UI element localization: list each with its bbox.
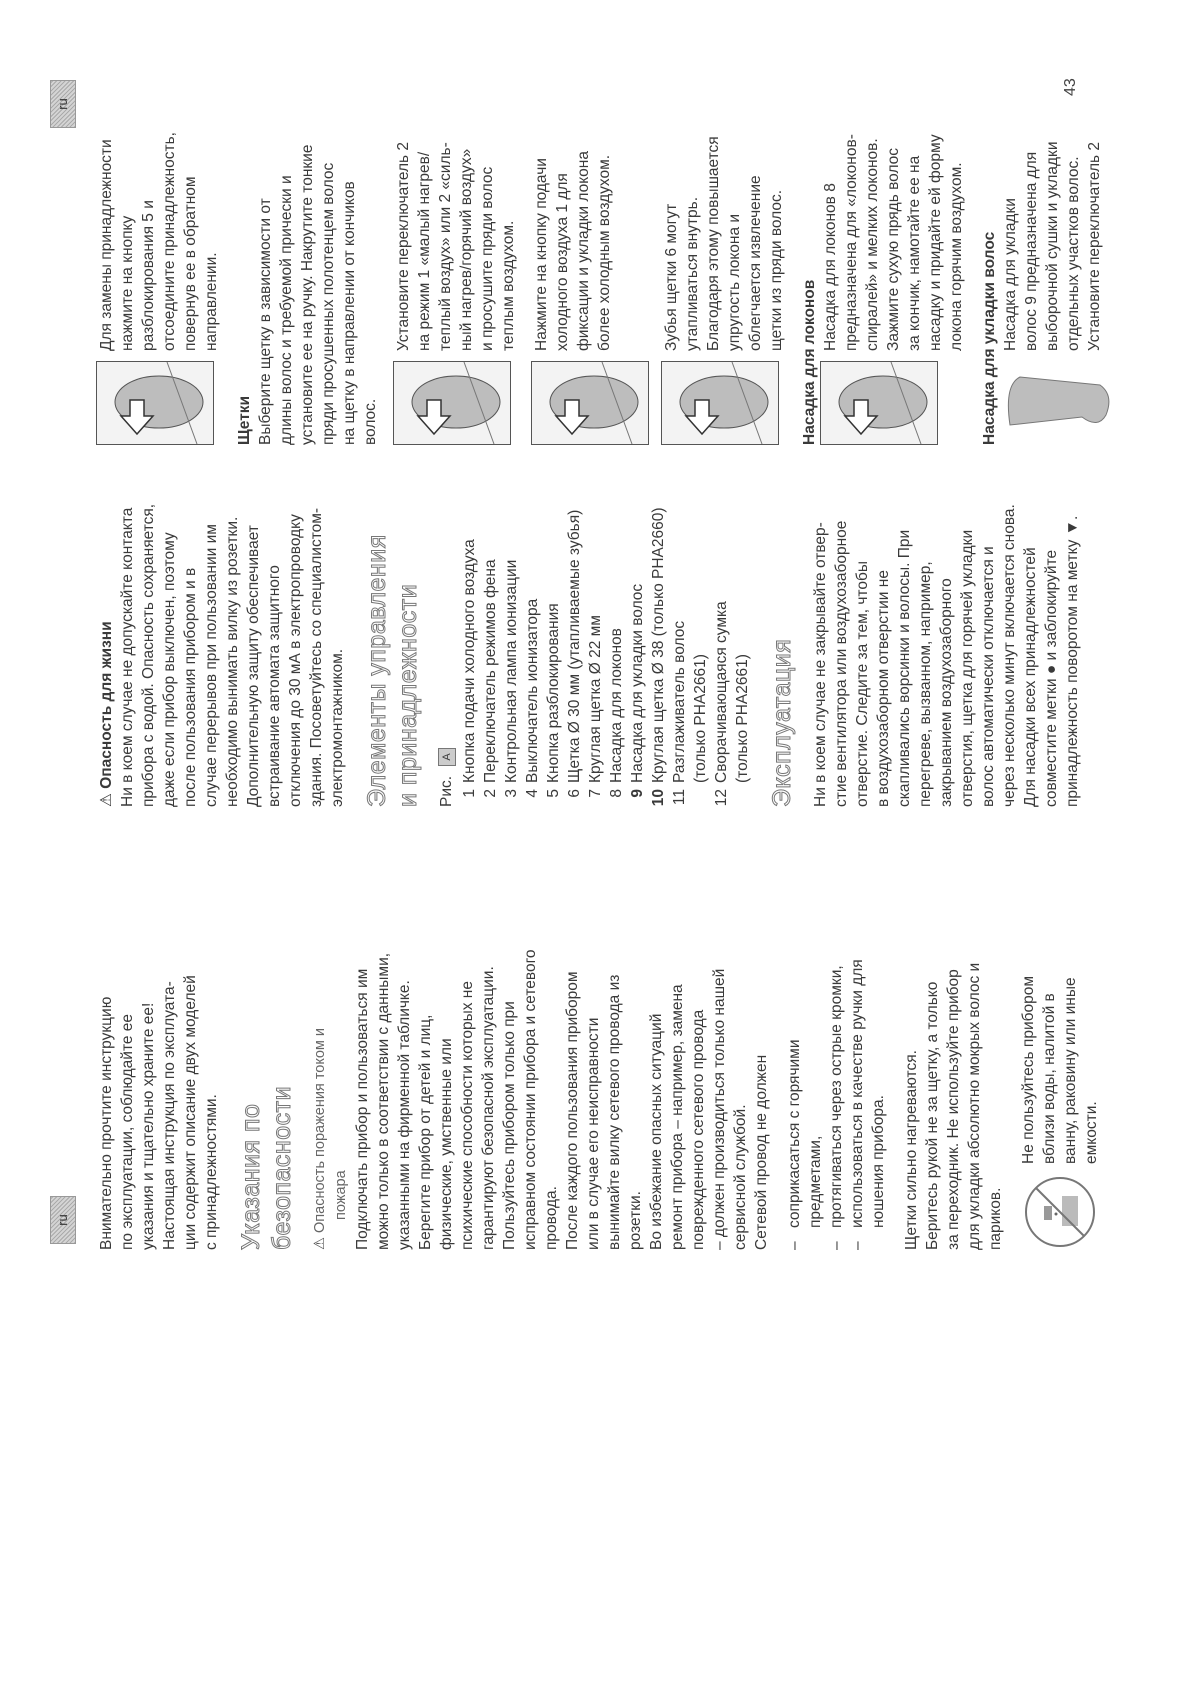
text-line: Разглаживатель волос (671, 620, 688, 783)
text-line: сервисной службой. (732, 1104, 749, 1250)
subheading-text: Насадка для укладки волос (981, 231, 998, 445)
text-line: Круглая щетка Ø 22 мм (587, 615, 604, 783)
parts-list (459, 463, 753, 807)
text-line: Насадка для локонов (608, 628, 625, 783)
illustration-text (393, 142, 519, 351)
text-line: Не пользуйтесь прибором (1020, 976, 1037, 1164)
text-line: пряди просушенных полотенцем волос (320, 162, 337, 445)
text-line: Выключатель ионизатора (524, 598, 541, 783)
warning-note (310, 914, 352, 1250)
text-line: емкости. (1083, 1101, 1100, 1164)
illustration-text (531, 151, 615, 351)
illustrated-paragraph (820, 77, 967, 445)
text-line: Указания по (237, 1103, 265, 1250)
text-line: Благодаря этому повышается (705, 136, 722, 351)
dash-mark: – (828, 1241, 845, 1250)
parts-list-item (522, 463, 543, 807)
text-line: и просушите пряди волос (479, 166, 496, 351)
text-line: длины волос и требуемой прически и (278, 175, 295, 445)
item-text (606, 628, 627, 783)
text-line: на режим 1 «малый нагрев/ (416, 151, 433, 351)
text-line: скапливались ворсинки и волосы. При (896, 529, 913, 807)
item-number: 12 (713, 789, 730, 807)
item-number: 4 (524, 789, 541, 798)
text-line: установите ее на ручку. Накрутите тонкие (299, 144, 316, 445)
text-line: совместите метки ● и заблокируйте (1043, 549, 1060, 807)
text-line: локона горячим воздухом. (948, 162, 965, 351)
dash-list (784, 914, 889, 1250)
item-number: 6 (566, 789, 583, 798)
text-line: париков. (987, 1187, 1004, 1250)
text-line: Зажмите сухую прядь волос (885, 147, 902, 351)
item-number: 3 (503, 789, 520, 798)
text-line: отдельных участков волос. (1065, 156, 1082, 351)
text-line: ⚠ Опасность для жизни (96, 463, 117, 807)
text-line: Кнопка разблокирования (545, 603, 562, 783)
section-heading (362, 463, 424, 807)
text-line: пожара (333, 1170, 349, 1220)
text-line: Зубья щетки 6 могут (663, 203, 680, 351)
text-line: для укладки абсолютно мокрых волос и (966, 962, 983, 1250)
text-line: Сворачивающаяся сумка (713, 601, 730, 783)
text-line: вблизи воды, налитой в (1041, 993, 1058, 1164)
subheading (799, 77, 820, 445)
language-badge-left: ru (50, 1196, 76, 1244)
detach-brush-icon (96, 361, 214, 445)
text-line: или в случае его неисправности (585, 1017, 602, 1250)
text-line: психические способности которых не (459, 981, 476, 1250)
text-line: ный нагрев/горячий воздух» (458, 148, 475, 351)
illustration-text (1018, 976, 1102, 1164)
text-line: после пользования прибором и в (182, 567, 199, 807)
text-line: по эксплуатации, соблюдайте ее (119, 1013, 136, 1250)
text-line: в воздухозаборном отверстии не (875, 570, 892, 807)
text-line: можно только в соответствии с данными, (375, 952, 392, 1250)
text-line: исправном состоянии прибора и сетевого (522, 949, 539, 1250)
column-safety (96, 914, 1114, 1250)
page-number: 43 (1062, 78, 1079, 96)
text-line: даже если прибор выключен, поэтому (161, 532, 178, 807)
text-line: утапливаться внутрь. (684, 196, 701, 351)
text-line: теплый воздух» или 2 «силь- (437, 142, 454, 351)
dash-mark: – (786, 1241, 803, 1250)
figure-label: Рис. (438, 775, 455, 807)
text-line: Установите переключатель 2 (1086, 141, 1103, 351)
text-line: провода. (543, 1186, 560, 1250)
text-line: протягиваться через острые кромки, (828, 965, 845, 1228)
item-number: 11 (671, 789, 688, 806)
illustrated-paragraph (531, 77, 649, 445)
text-line: ванну, раковину или иные (1062, 977, 1079, 1164)
text-line: Пользуйтесь прибором только при (501, 1001, 518, 1250)
text-line: – должен производиться только нашей (711, 968, 728, 1250)
parts-list-item (627, 463, 648, 807)
text-line: предметами, (807, 1135, 824, 1228)
text-line: Нажмите на кнопку подачи (533, 158, 550, 351)
text-line: облегчается извлечение (747, 175, 764, 351)
illustration-text (661, 136, 787, 351)
dash-text (784, 1040, 826, 1229)
text-line: разблокирования 5 и (140, 200, 157, 351)
text-line: Насадка для укладки (1002, 198, 1019, 351)
text-line: Насадка для локонов 8 (822, 183, 839, 351)
text-line: Во избежание опасных ситуаций (648, 1013, 665, 1250)
subheading (979, 77, 1000, 445)
text-line: отверстия, щетка для горячей укладки (959, 529, 976, 807)
text-line: соприкасаться с горячими (786, 1039, 803, 1228)
dash-item (847, 914, 889, 1250)
parts-list-item (585, 463, 606, 807)
text-line: встраивание автомата защитного (266, 565, 283, 807)
text-line: Подключать прибор и пользоваться им (354, 968, 371, 1250)
curl-attachment-icon (820, 361, 938, 445)
text-line: отверстие. Следите за тем, чтобы (854, 561, 871, 807)
paragraph (901, 914, 1006, 1250)
warning-note (96, 463, 348, 807)
parts-list-item (564, 463, 585, 807)
illustration-text (820, 134, 967, 351)
text-line: Установите переключатель 2 (395, 141, 412, 351)
text-line: отключения до 30 мА в электропроводку (287, 514, 304, 807)
subheading-text: Щетки (236, 395, 253, 445)
text-line: фиксации и укладки локона (575, 151, 592, 351)
parts-list-item (711, 463, 753, 807)
item-number: 9 (629, 789, 646, 798)
text-line: поврежденного сетевого провода (690, 1009, 707, 1250)
item-number: 10 (650, 789, 667, 807)
text-line: Эксплуатация (768, 638, 796, 807)
dash-item (784, 914, 826, 1250)
text-line: Насадка для укладки волос (629, 583, 646, 783)
no-water-icon (1022, 1174, 1098, 1250)
text-line: розетки. (627, 1191, 644, 1250)
parts-list-item (480, 463, 501, 807)
text-line: через несколько минут включается снова. (1001, 504, 1018, 807)
item-number: 8 (608, 789, 625, 798)
text-line: Внимательно прочтите инструкцию (98, 996, 115, 1250)
dash-text (826, 965, 847, 1228)
text-line: ции содержит описание двух моделей (182, 975, 199, 1250)
cold-air-button-icon (531, 361, 649, 445)
text-line: волос. (362, 398, 379, 445)
text-line: насадку и придайте ей форму (927, 134, 944, 351)
dash-mark: – (849, 1241, 866, 1250)
item-text (501, 560, 522, 783)
text-line: холодного воздуха 1 для (554, 173, 571, 351)
parts-list-item (648, 463, 669, 807)
text-line: Контрольная лампа ионизации (503, 559, 520, 783)
text-line: Кнопка подачи холодного воздуха (461, 539, 478, 783)
text-line: электромонтажником. (329, 648, 346, 807)
column-controls (96, 463, 1095, 807)
text-line: После каждого пользования прибором (564, 971, 581, 1250)
text-line: за переходник. Не используйте прибор (945, 969, 962, 1250)
text-line: предназначена для «локонов- (843, 134, 860, 351)
text-line: Щетки сильно нагреваются. (903, 1050, 920, 1250)
dash-text (847, 959, 889, 1228)
illustrated-paragraph (393, 77, 519, 445)
text-line: ⚠ Опасность поражения током и (310, 914, 331, 1250)
item-number: 7 (587, 789, 604, 798)
text-line: (только PHA2661) (692, 654, 709, 783)
parts-list-item (606, 463, 627, 807)
figure-badge: A (438, 748, 456, 766)
text-line: за кончик, намотайте ее на (906, 155, 923, 351)
styling-nozzle-icon (1000, 361, 1118, 445)
item-text (543, 603, 564, 783)
item-number: 2 (482, 789, 499, 798)
text-line: Беритесь рукой не за щетку, а только (924, 981, 941, 1250)
text-line: гарантируют безопасной эксплуатации. (480, 966, 497, 1250)
item-number: 5 (545, 789, 562, 798)
text-line: упругость локона и (726, 213, 743, 351)
text-line: случае перерывов при пользовании им (203, 524, 220, 807)
item-text (480, 559, 501, 783)
text-line: необходимо вынимать вилку из розетки. (224, 516, 241, 807)
illustrated-paragraph (96, 77, 222, 445)
text-line: физические, умственные или (438, 1038, 455, 1250)
text-line: с принадлежностями. (203, 1094, 220, 1250)
text-line: направлении. (203, 252, 220, 351)
paragraph (255, 77, 381, 445)
text-line: Переключатель режимов фена (482, 559, 499, 783)
parts-list-item (501, 463, 522, 807)
text-line: Ни в коем случае не закрывайте отвер- (812, 522, 829, 807)
language-badge-right: ru (50, 80, 76, 128)
column-usage (96, 77, 1130, 445)
text-line: закрыванием воздухозаборного (938, 578, 955, 807)
text-line: отсоедините принадлежность, (161, 132, 178, 351)
paragraph (352, 914, 772, 1250)
retract-bristles-icon (661, 361, 779, 445)
text-line: ношения прибора. (870, 1095, 887, 1228)
text-line: вынимайте вилку сетевого провода из (606, 974, 623, 1250)
item-text (522, 599, 543, 783)
text-line: Щетка Ø 30 мм (утапливаемые зубья) (566, 509, 583, 783)
text-line: теплым воздухом. (500, 220, 517, 351)
text-line: Берегите прибор от детей и лиц, (417, 1014, 434, 1250)
section-heading (236, 914, 298, 1250)
paragraph (96, 914, 222, 1250)
text-line: использоваться в качестве ручки для (849, 959, 866, 1228)
text-line: указания и тщательно храните ее! (140, 1002, 157, 1250)
text-line: Для насадки всех принадлежностей (1022, 547, 1039, 807)
text-line: нажмите на кнопку (119, 215, 136, 351)
illustrated-paragraph (661, 77, 787, 445)
text-line: указанными на фирменной табличке. (396, 980, 413, 1250)
text-line: стие вентилятора или воздухозаборное (833, 520, 850, 807)
text-line: прибора с водой. Опасность сохраняется, (140, 503, 157, 807)
text-line: Круглая щетка Ø 38 (только PHA2660) (650, 507, 667, 783)
text-line: Ни в коем случае не допускайте контакта (119, 507, 136, 807)
subheading-text: Насадка для локонов (801, 279, 818, 445)
parts-list-item (543, 463, 564, 807)
paragraph (810, 463, 1083, 807)
item-text (711, 601, 753, 783)
text-line: Дополнительную защиту обеспечивает (245, 525, 262, 807)
text-line: (только PHA2661) (734, 654, 751, 783)
item-text (627, 584, 648, 783)
parts-list-item (459, 463, 480, 807)
item-text (585, 615, 606, 783)
text-line: ремонт прибора – например, замена (669, 984, 686, 1250)
text-line: безопасности (268, 1085, 296, 1250)
figure-reference (436, 463, 457, 807)
text-line: более холодным воздухом. (596, 154, 613, 351)
section-heading (767, 463, 798, 807)
illustrated-paragraph (1018, 914, 1102, 1250)
text-line: Сетевой провод не должен (753, 1054, 770, 1250)
text-line: Выберите щетку в зависимости от (257, 198, 274, 445)
illustration-text (1000, 142, 1105, 352)
item-text (648, 507, 669, 783)
illustrated-paragraph (1000, 77, 1118, 445)
item-text (564, 510, 585, 783)
text-line: перегреве, вызванном, например, (917, 561, 934, 807)
text-line: волос автоматически отключается и (980, 546, 997, 807)
parts-list-item (669, 463, 711, 807)
subheading (234, 77, 255, 445)
text-line: на щетку в направлении от кончиков (341, 181, 358, 445)
text-line: спиралей» и мелких локонов. (864, 138, 881, 351)
text-line: выборочной сушки и укладки (1044, 141, 1061, 351)
text-line: волос 9 предназначена для (1023, 151, 1040, 351)
mode-switch-icon (393, 361, 511, 445)
text-line: повернув ее в обратном (182, 176, 199, 351)
text-line: щетки из пряди волос. (768, 189, 785, 351)
dash-item (826, 914, 847, 1250)
text-line: Настоящая инструкция по эксплуата- (161, 981, 178, 1250)
text-line: Для замены принадлежности (98, 139, 115, 351)
item-text (459, 539, 480, 783)
text-line: и принадлежности (394, 583, 422, 807)
item-number: 1 (461, 789, 478, 798)
text-line: здания. Посоветуйтесь со специалистом- (308, 507, 325, 807)
illustration-text (96, 132, 222, 351)
text-line: Элементы управления (363, 534, 391, 807)
item-text (669, 621, 711, 783)
text-line: принадлежность поворотом на метку ▼. (1064, 515, 1081, 807)
